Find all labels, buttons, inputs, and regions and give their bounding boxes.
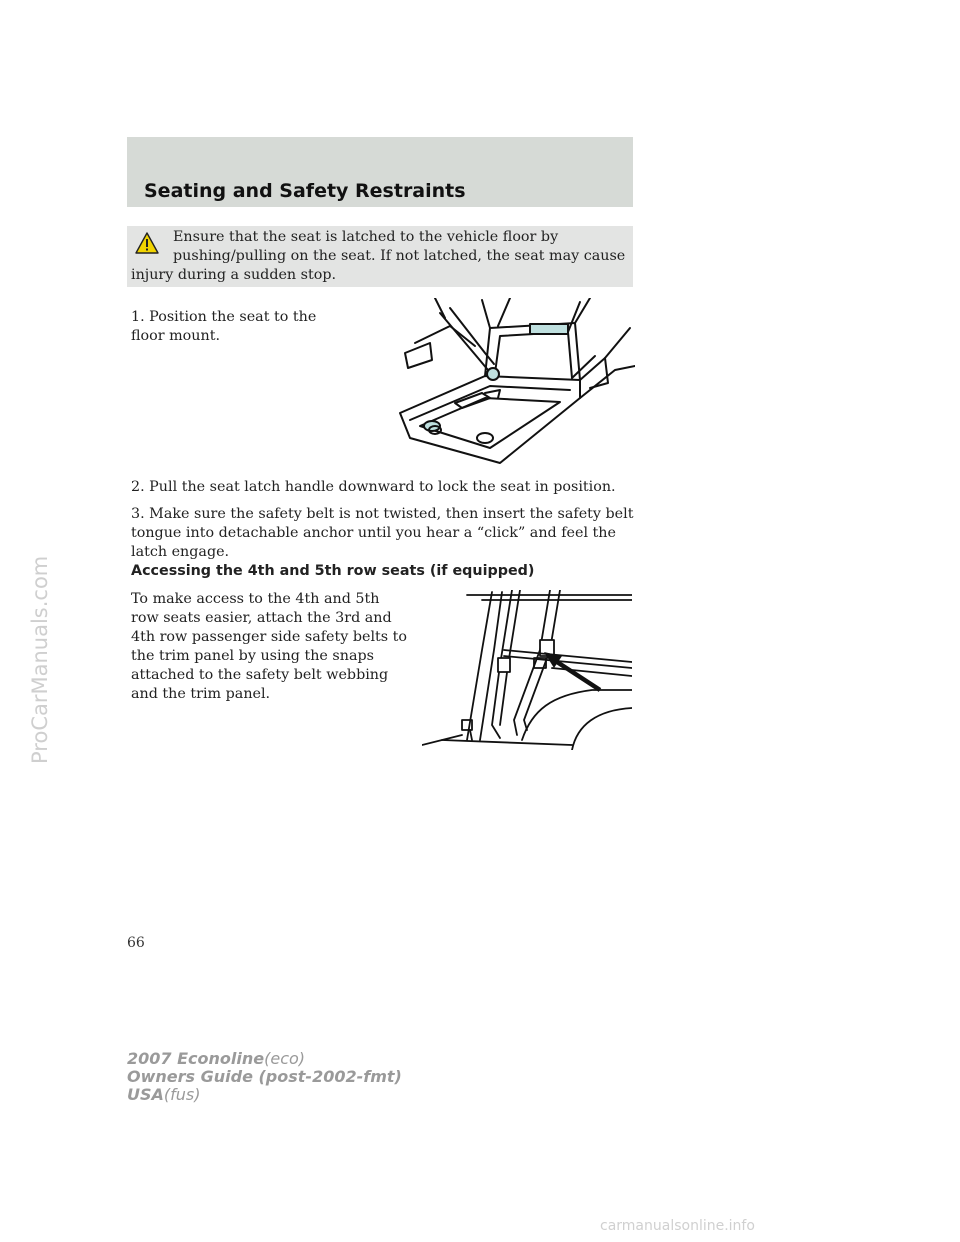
page-number: 66 bbox=[127, 935, 145, 951]
step-3-text: 3. Make sure the safety belt is not twisted, then insert the safety belt tongue into detachable anchor until you hear a “click” and feel the latch engage. bbox=[131, 506, 634, 560]
seat-floor-mount-illustration bbox=[390, 298, 635, 468]
accessing-rows-body: To make access to the 4th and 5th row seats easier, attach the 3rd and 4th row passenger side safety belts to the trim panel by using the snaps attached to the safety belt webbing and the trim panel. bbox=[131, 591, 408, 702]
warning-text: Ensure that the seat is latched to the vehicle floor by pushing/pulling on the seat. If not latched, the seat may cause injury during a sudden stop. bbox=[131, 229, 626, 283]
bottom-watermark: carmanualsonline.info bbox=[600, 1218, 755, 1234]
step-2-text: 2. Pull the seat latch handle downward to lock the seat in position. bbox=[131, 479, 616, 495]
footer-line-1 bbox=[127, 1050, 402, 1068]
footer-market-code: (fus) bbox=[163, 1085, 201, 1104]
footer-market: USA bbox=[127, 1085, 164, 1104]
footer-line-3 bbox=[127, 1086, 402, 1104]
footer-model-code: (eco) bbox=[264, 1049, 306, 1068]
footer-model: 2007 Econoline bbox=[127, 1049, 265, 1068]
accessing-rows-heading: Accessing the 4th and 5th row seats (if equipped) bbox=[131, 563, 535, 579]
side-watermark: ProCarManuals.com bbox=[28, 555, 52, 765]
document-footer bbox=[127, 1050, 402, 1104]
footer-guide: Owners Guide (post-2002-fmt) bbox=[127, 1067, 402, 1086]
safety-belt-snap-illustration bbox=[422, 590, 632, 750]
section-title: Seating and Safety Restraints bbox=[144, 180, 466, 202]
step-1-text: 1. Position the seat to the floor mount. bbox=[131, 309, 317, 344]
footer-line-2 bbox=[127, 1068, 402, 1086]
